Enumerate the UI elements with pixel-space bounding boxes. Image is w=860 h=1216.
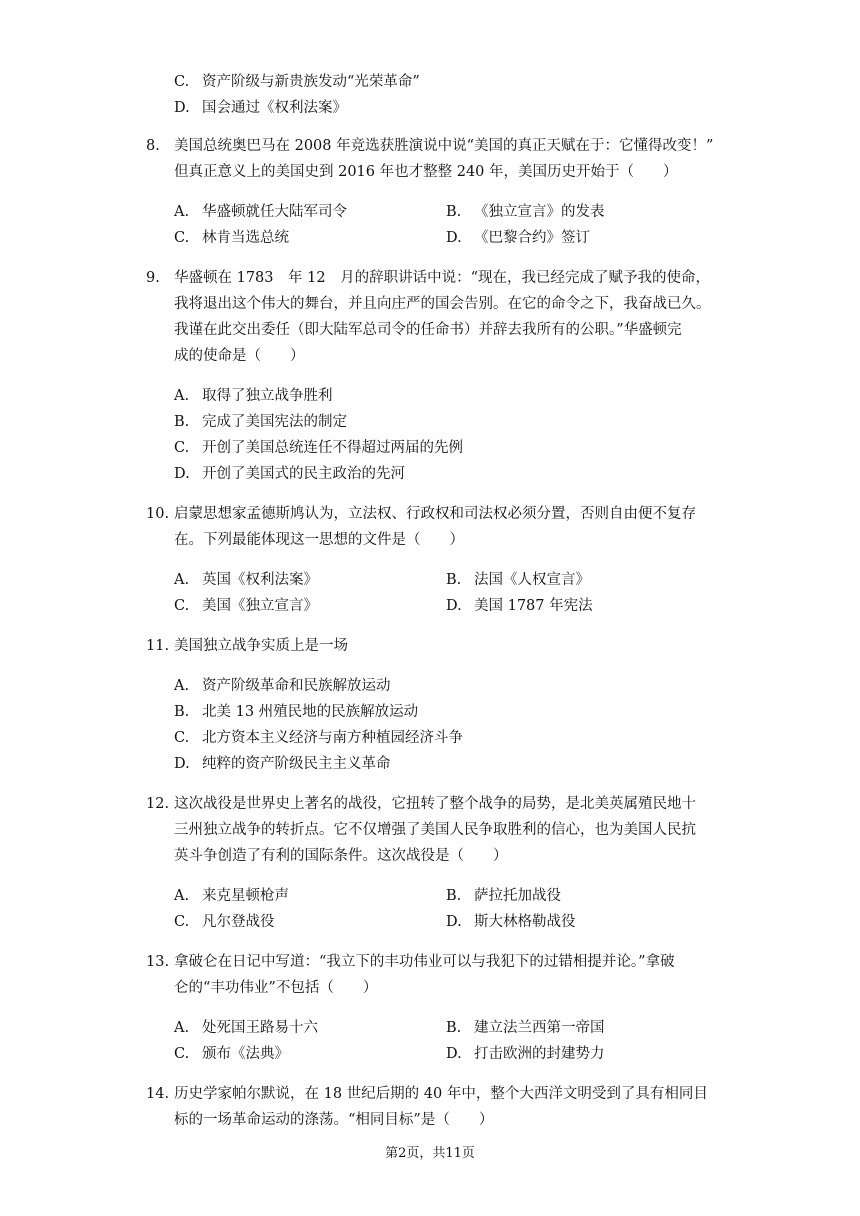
- option-a: [174, 676, 391, 696]
- option-text: 来克星顿枪声: [202, 888, 289, 904]
- option-letter: D.: [446, 1046, 462, 1062]
- page-footer: 第2页，共11页: [385, 1146, 475, 1161]
- question-stem-line: 在。下列最能体现这一思想的文件是（ ）: [174, 532, 464, 548]
- question-stem-line: 美国总统奥巴马在 2008 年竞选获胜演说中说“美国的真正天赋在于：它懂得改变！”: [174, 138, 714, 154]
- question-number: 11.: [146, 638, 170, 654]
- carryover-option-d: [174, 98, 347, 118]
- option-letter: D.: [446, 598, 462, 614]
- question-stem-line: 这次战役是世界史上著名的战役，它扭转了整个战争的局势，是北美英属殖民地十: [174, 796, 696, 812]
- option-d: [446, 596, 593, 616]
- option-text: 法国《人权宣言》: [474, 572, 590, 588]
- option-letter: B.: [174, 704, 190, 720]
- option-text: 萨拉托加战役: [474, 888, 561, 904]
- question-number: 13.: [146, 954, 170, 970]
- option-letter: C.: [174, 230, 190, 246]
- option-b: [446, 570, 590, 590]
- option-c: [174, 728, 463, 748]
- option-letter: B.: [446, 888, 462, 904]
- option-a: [174, 1018, 318, 1038]
- option-text: 林肯当选总统: [202, 230, 289, 246]
- option-text: 美国 1787 年宪法: [474, 598, 593, 614]
- question-stem-line: 启蒙思想家孟德斯鸠认为，立法权、行政权和司法权必须分置，否则自由便不复存: [174, 506, 696, 522]
- option-text: 凡尔登战役: [202, 914, 275, 930]
- option-text: 开创了美国总统连任不得超过两届的先例: [202, 440, 463, 456]
- option-letter: B.: [174, 414, 190, 430]
- option-letter: B.: [446, 204, 462, 220]
- question-stem-line: 成的使命是（ ）: [174, 348, 305, 364]
- question-stem-line: 我将退出这个伟大的舞台，并且向庄严的国会告别。在它的命令之下，我奋战已久。: [174, 296, 711, 312]
- question-stem-line: 但真正意义上的美国史到 2016 年也才整整 240 年，美国历史开始于（ ）: [174, 164, 678, 180]
- question-number: 12.: [146, 796, 170, 812]
- question-stem-line: 历史学家帕尔默说，在 18 世纪后期的 40 年中，整个大西洋文明受到了具有相同目: [174, 1086, 708, 1102]
- question-stem-line: 美国独立战争实质上是一场: [174, 638, 348, 654]
- option-text: 资产阶级革命和民族解放运动: [202, 678, 391, 694]
- option-d: [174, 464, 405, 484]
- option-b: [446, 202, 605, 222]
- option-letter: C.: [174, 914, 190, 930]
- option-text: 华盛顿就任大陆军司令: [202, 204, 347, 220]
- option-letter: D.: [174, 100, 190, 116]
- option-a: [174, 202, 347, 222]
- option-a: [174, 386, 333, 406]
- option-text: 《巴黎合约》签订: [474, 230, 590, 246]
- option-c: [174, 1044, 289, 1064]
- option-letter: C.: [174, 730, 190, 746]
- option-letter: D.: [446, 230, 462, 246]
- option-letter: D.: [174, 466, 190, 482]
- option-b: [174, 412, 347, 432]
- option-letter: A.: [174, 388, 190, 404]
- option-c: [174, 228, 289, 248]
- option-letter: D.: [446, 914, 462, 930]
- option-text: 取得了独立战争胜利: [202, 388, 333, 404]
- option-letter: C.: [174, 74, 190, 90]
- option-c: [174, 596, 318, 616]
- question-stem-line: 华盛顿在 1783 年 12 月的辞职讲话中说：“现在，我已经完成了赋予我的使命，: [174, 270, 710, 286]
- option-letter: C.: [174, 1046, 190, 1062]
- option-d: [446, 1044, 605, 1064]
- carryover-option-c: [174, 72, 420, 92]
- option-letter: A.: [174, 1020, 190, 1036]
- option-d: [446, 912, 576, 932]
- question-stem-line: 我谨在此交出委任（即大陆军总司令的任命书）并辞去我所有的公职。”华盛顿完: [174, 322, 682, 338]
- question-stem-line: 仑的“丰功伟业”不包括（ ）: [174, 980, 378, 996]
- option-letter: A.: [174, 204, 190, 220]
- option-c: [174, 438, 463, 458]
- option-letter: A.: [174, 888, 190, 904]
- option-letter: C.: [174, 440, 190, 456]
- question-stem-line: 标的一场革命运动的涤荡。“相同目标”是（ ）: [174, 1112, 494, 1128]
- option-d: [174, 754, 391, 774]
- option-text: 颁布《法典》: [202, 1046, 289, 1062]
- question-stem-line: 三州独立战争的转折点。它不仅增强了美国人民争取胜利的信心，也为美国人民抗: [174, 822, 696, 838]
- question-number: 9.: [146, 270, 160, 286]
- option-text: 北方资本主义经济与南方种植园经济斗争: [202, 730, 463, 746]
- option-text: 建立法兰西第一帝国: [474, 1020, 605, 1036]
- option-text: 打击欧洲的封建势力: [474, 1046, 605, 1062]
- option-d: [446, 228, 590, 248]
- option-text: 处死国王路易十六: [202, 1020, 318, 1036]
- option-letter: C.: [174, 598, 190, 614]
- option-text: 美国《独立宣言》: [202, 598, 318, 614]
- option-letter: A.: [174, 572, 190, 588]
- question-number: 10.: [146, 506, 170, 522]
- option-text: 《独立宣言》的发表: [474, 204, 605, 220]
- option-letter: B.: [446, 572, 462, 588]
- option-letter: B.: [446, 1020, 462, 1036]
- option-a: [174, 886, 289, 906]
- option-letter: D.: [174, 756, 190, 772]
- option-a: [174, 570, 318, 590]
- option-text: 完成了美国宪法的制定: [202, 414, 347, 430]
- option-letter: A.: [174, 678, 190, 694]
- question-stem-line: 英斗争创造了有利的国际条件。这次战役是（ ）: [174, 848, 508, 864]
- option-text: 北美 13 州殖民地的民族解放运动: [202, 704, 419, 720]
- option-text: 英国《权利法案》: [202, 572, 318, 588]
- option-text: 开创了美国式的民主政治的先河: [202, 466, 405, 482]
- option-b: [446, 1018, 605, 1038]
- question-number: 14.: [146, 1086, 170, 1102]
- question-number: 8.: [146, 138, 160, 154]
- option-text: 纯粹的资产阶级民主主义革命: [202, 756, 391, 772]
- option-text: 国会通过《权利法案》: [202, 100, 347, 116]
- question-stem-line: 拿破仑在日记中写道：“我立下的丰功伟业可以与我犯下的过错相提并论。”拿破: [174, 954, 675, 970]
- option-b: [446, 886, 561, 906]
- option-text: 资产阶级与新贵族发动“光荣革命”: [202, 74, 420, 90]
- option-text: 斯大林格勒战役: [474, 914, 576, 930]
- option-c: [174, 912, 275, 932]
- option-b: [174, 702, 418, 722]
